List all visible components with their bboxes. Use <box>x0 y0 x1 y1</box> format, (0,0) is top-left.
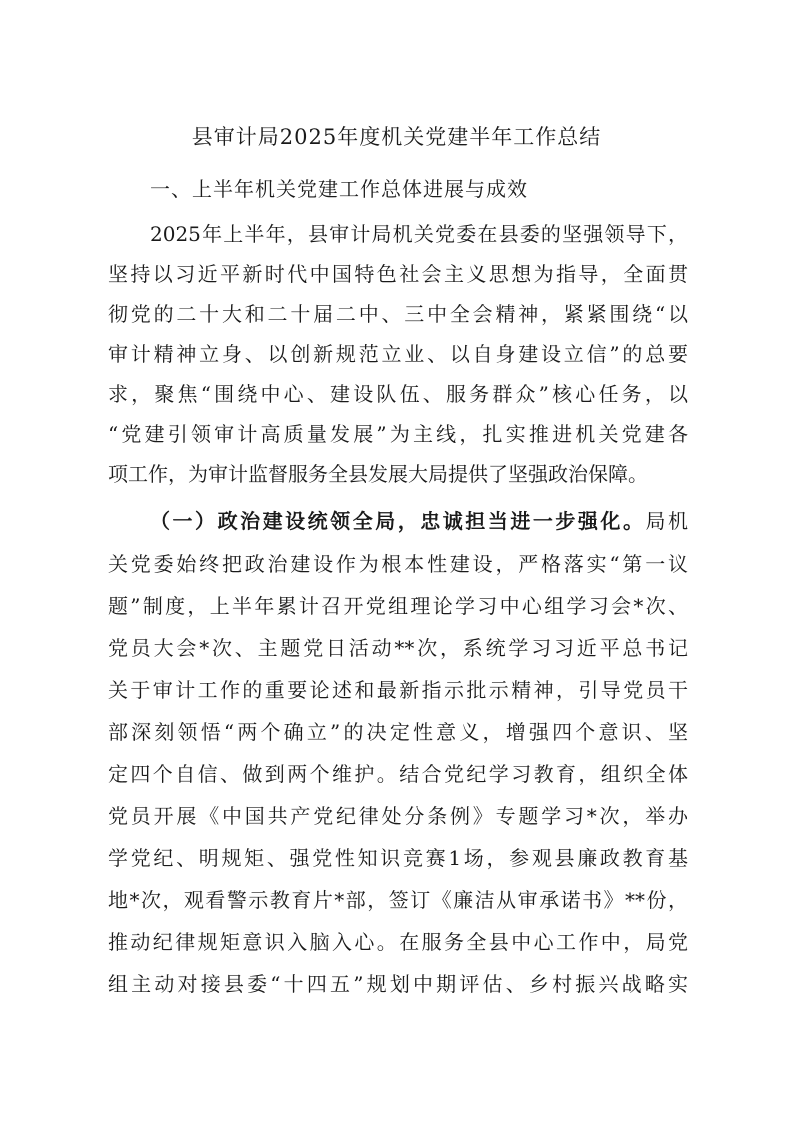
paragraph-line: 审计精神立身、以创新规范立业、以自身建设立信”的总要 <box>108 342 688 366</box>
subsection-lead-line <box>150 505 688 537</box>
subsection-lead-tail: 局机 <box>645 509 689 533</box>
section-heading: 一、上半年机关党建工作总体进展与成效 <box>150 177 528 201</box>
paragraph-line: 彻党的二十大和二十届二中、三中全会精神，紧紧围绕“以 <box>108 302 688 326</box>
paragraph-line: 党员开展《中国共产党纪律处分条例》专题学习*次，举办 <box>108 804 688 828</box>
paragraph-line: 关党委始终把政治建设作为根本性建设，严格落实“第一议 <box>108 552 688 576</box>
paragraph-line: 定四个自信、做到两个维护。结合党纪学习教育，组织全体 <box>108 762 688 786</box>
subsection-heading: （一）政治建设统领全局，忠诚担当进一步强化。 <box>150 509 646 533</box>
paragraph-line: 项工作，为审计监督服务全县发展大局提供了坚强政治保障。 <box>108 462 648 486</box>
paragraph-line: 题”制度，上半年累计召开党组理论学习中心组学习会*次、 <box>108 594 688 618</box>
paragraph-line: 地*次，观看警示教育片*部，签订《廉洁从审承诺书》**份， <box>108 888 688 912</box>
paragraph-line: 组主动对接县委“十四五”规划中期评估、乡村振兴战略实 <box>108 972 688 996</box>
paragraph-line: 党员大会*次、主题党日活动**次，系统学习习近平总书记 <box>108 636 688 660</box>
paragraph-line: 推动纪律规矩意识入脑入心。在服务全县中心工作中，局党 <box>108 930 688 954</box>
paragraph-line: 关于审计工作的重要论述和最新指示批示精神，引导党员干 <box>108 678 688 702</box>
document-title: 县审计局2025年度机关党建半年工作总结 <box>191 125 602 149</box>
paragraph-line: 学党纪、明规矩、强党性知识竞赛1场，参观县廉政教育基 <box>108 846 688 870</box>
paragraph-line: 部深刻领悟“两个确立”的决定性意义，增强四个意识、坚 <box>108 720 688 744</box>
paragraph-line: “党建引领审计高质量发展”为主线，扎实推进机关党建各 <box>108 422 688 446</box>
paragraph-line: 2025年上半年，县审计局机关党委在县委的坚强领导下， <box>150 222 688 246</box>
paragraph-line: 坚持以习近平新时代中国特色社会主义思想为指导，全面贯 <box>108 262 688 286</box>
paragraph-line: 求，聚焦“围绕中心、建设队伍、服务群众”核心任务，以 <box>108 382 688 406</box>
